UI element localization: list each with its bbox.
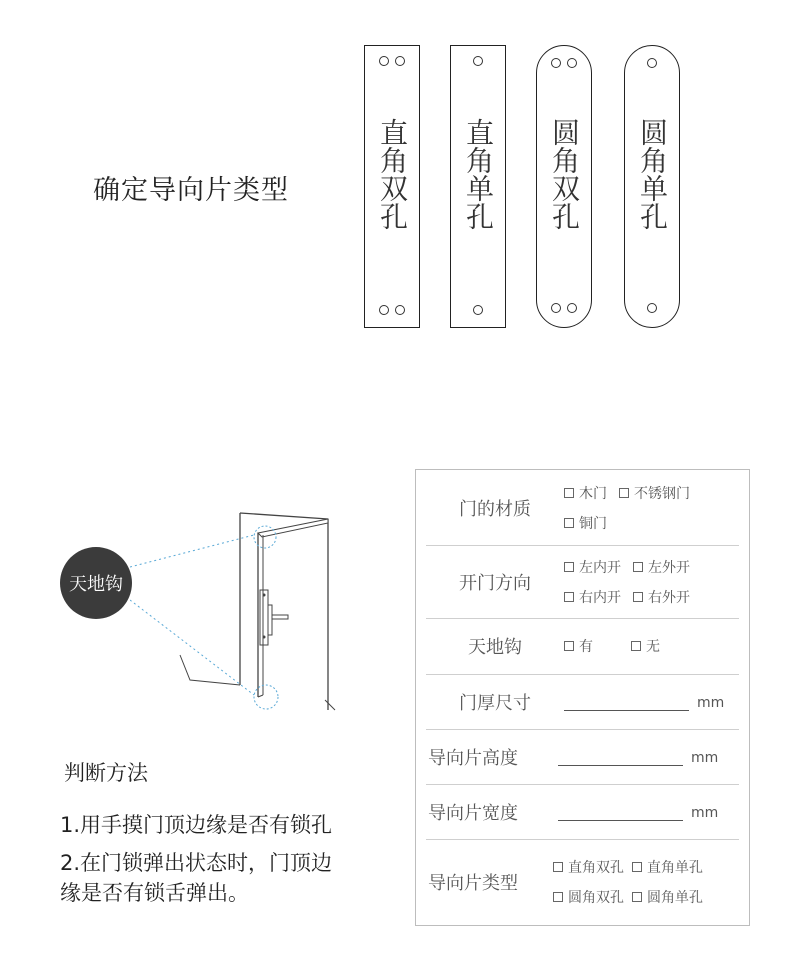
- plate-label: 直角单孔: [462, 118, 495, 230]
- plate-label: 圆角单孔: [636, 118, 669, 230]
- width-field[interactable]: mm: [558, 802, 718, 821]
- plate-round-double: [536, 45, 592, 328]
- checkbox-square-double[interactable]: 直角双孔: [553, 857, 624, 877]
- plate-square-double: [364, 45, 420, 328]
- height-field[interactable]: mm: [558, 747, 718, 766]
- checkbox-left-in[interactable]: 左内开: [564, 557, 621, 577]
- row-type: [426, 839, 739, 925]
- row-height: [426, 729, 739, 785]
- hole-pair-bottom: [537, 303, 591, 313]
- hole-pair-top: [365, 56, 419, 66]
- checkbox-right-out[interactable]: 右外开: [633, 587, 690, 607]
- row-direction: [426, 545, 739, 619]
- row-hook: [426, 618, 739, 675]
- hook-badge: 天地钩: [60, 547, 132, 619]
- section-title-guide-type: 确定导向片类型: [93, 175, 289, 206]
- hole-bottom: [451, 305, 505, 315]
- row-label: 门的材质: [459, 498, 531, 520]
- thickness-field[interactable]: mm: [564, 692, 724, 711]
- row-material: [426, 470, 739, 546]
- checkbox-wood-door[interactable]: 木门: [564, 483, 607, 503]
- checkbox-right-in[interactable]: 右内开: [564, 587, 621, 607]
- checkbox-hook-no[interactable]: 无: [631, 636, 660, 656]
- method-title: 判断方法: [64, 761, 148, 785]
- hole-pair-top: [537, 58, 591, 68]
- row-label: 门厚尺寸: [459, 692, 531, 714]
- plate-square-single: [450, 45, 506, 328]
- row-width: [426, 784, 739, 840]
- row-label: 导向片高度: [428, 747, 518, 769]
- row-label: 天地钩: [468, 637, 522, 658]
- hole-bottom: [625, 303, 679, 313]
- method-line-1: 1.用手摸门顶边缘是否有锁孔: [60, 813, 333, 837]
- checkbox-left-out[interactable]: 左外开: [633, 557, 690, 577]
- row-thickness: [426, 674, 739, 730]
- checkbox-hook-yes[interactable]: 有: [564, 636, 593, 656]
- plate-round-single: [624, 45, 680, 328]
- checkbox-round-double[interactable]: 圆角双孔: [553, 887, 624, 907]
- method-line-2: 2.在门锁弹出状态时，门顶边: [60, 851, 333, 875]
- checkbox-round-single[interactable]: 圆角单孔: [632, 887, 703, 907]
- hole-top: [625, 58, 679, 68]
- plate-label: 圆角双孔: [548, 118, 581, 230]
- door-illustration: [130, 505, 345, 720]
- checkbox-copper-door[interactable]: 铜门: [564, 513, 607, 533]
- hole-pair-bottom: [365, 305, 419, 315]
- plate-label: 直角双孔: [376, 118, 409, 230]
- hole-top: [451, 56, 505, 66]
- method-line-3: 缘是否有锁舌弹出。: [60, 881, 249, 905]
- row-label: 导向片类型: [428, 873, 518, 894]
- checkbox-steel-door[interactable]: 不锈钢门: [619, 483, 690, 503]
- row-label: 导向片宽度: [428, 802, 518, 824]
- checkbox-square-single[interactable]: 直角单孔: [632, 857, 703, 877]
- order-form: [415, 469, 750, 926]
- row-label: 开门方向: [459, 572, 531, 594]
